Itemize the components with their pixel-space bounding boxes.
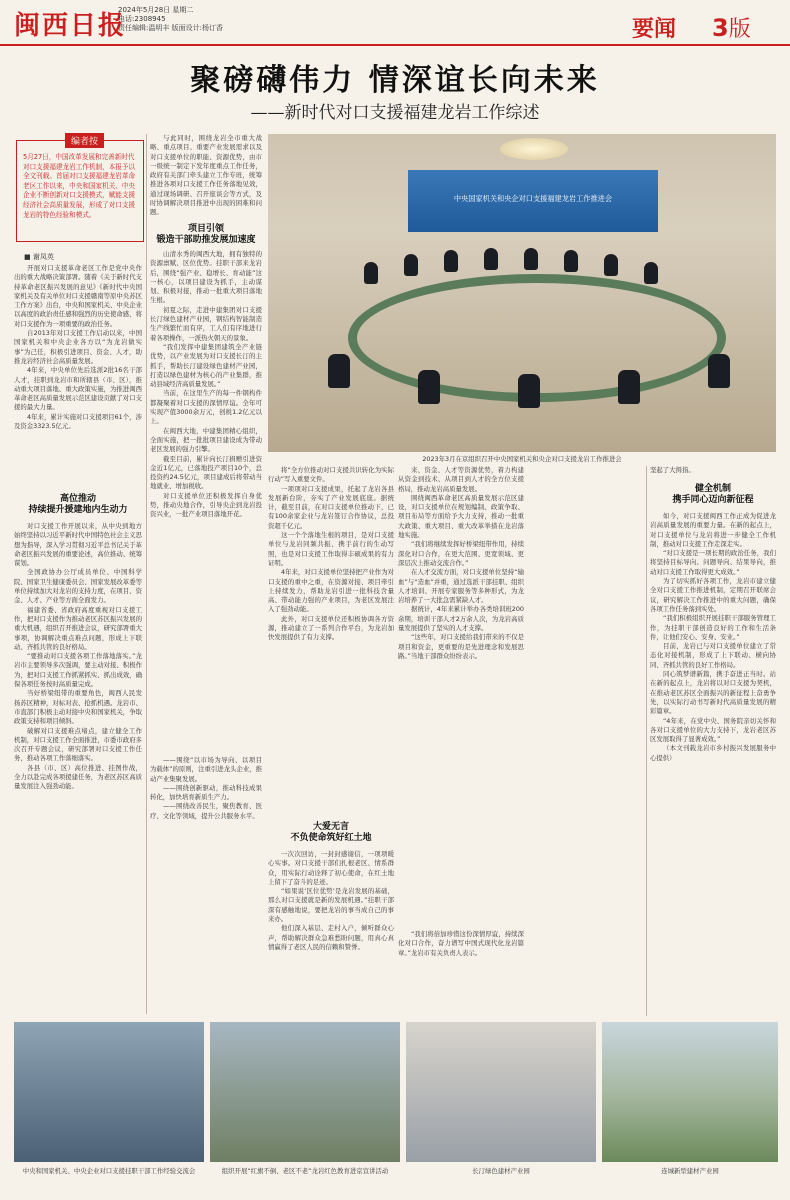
paragraph: “我们将继续发挥好桥梁纽带作用，持续深化对口合作，在更大范围、更宽领域、更深层次上推动交流合作。” xyxy=(398,540,524,567)
paragraph: 4年来，累计实施对口支援项目61个，涉及资金3323.5亿元。 xyxy=(14,412,142,431)
section-name: 要闻 xyxy=(632,17,677,42)
photo-caption: 组织开展“红旗不倒、老区不老”龙岩红色教育进京宣讲活动 xyxy=(221,1167,389,1175)
paragraph: 自2013年对口支援工作启动以来，中国国家机关和中央企业各方以“为龙岩做实事”为己任，积极引进项目、资金、人才，助推龙岩经济社会高质量发展。 xyxy=(14,329,142,365)
photo-red-education-lecture xyxy=(210,1022,400,1162)
paragraph: 4年来，对口支援单位坚持把产业作为对口支援的重中之重，在资源对接、项目牵引上持续发力，帮助龙岩引进一批科技含量高、带动能力强的产业项目，为老区发展注入了强劲动能。 xyxy=(268,568,394,614)
newspaper-logo: 闽西日报 xyxy=(14,11,127,41)
attendee-figure xyxy=(564,250,578,272)
paragraph: “我们将倍加珍惜这份深情厚谊，持续深化对口合作，奋力谱写中国式现代化龙岩篇章。”龙岩市有关负责人表示。 xyxy=(398,930,524,957)
paragraph: 他们深入基层、走村入户，倾听群众心声，帮助解决群众急难愁盼问题，用真心真情赢得了老区人民的信赖和赞誉。 xyxy=(268,924,394,951)
backdrop-banner-text: 中央国家机关和央企对口支援福建龙岩工作推进会 xyxy=(453,194,613,203)
attendee-figure xyxy=(644,262,658,284)
paragraph: 对口支援单位还积极发挥自身优势，推动央地合作，引导央企到龙岩投资兴业，一批产业项目落地开花。 xyxy=(150,491,262,519)
paragraph: （本文刊载龙岩市乡村振兴发展服务中心提供） xyxy=(650,744,776,762)
paragraph: 将“全方位推动对口支援共识转化为实际行动”写入重要文件。 xyxy=(268,466,394,484)
photo-liancheng-industrial-park xyxy=(602,1022,778,1162)
attendee-figure xyxy=(404,254,418,276)
paragraph: 当前，在这里生产的每一件钢构件都凝聚着对口支援的深情厚谊。全年可实现产值3000余万元，创税1.2亿元以上。 xyxy=(150,389,262,426)
paragraph: 在闽西大地，中建集团精心组织，全面实施，把一批批项目建设成为带动老区发展的强力引擎。 xyxy=(150,426,262,454)
paragraph: 与此同时，围绕龙岩全市重大战略、重点项目、重要产业发展需求以及对口支援单位的职能、资源优势，由市一级统一制定下发年度重点工作任务，政府有关部门牵头建立工作专班，统筹推进各项对口支援工作任务落地见效，通过现场调研、召开座谈会等方式，及时协调解决项目推进中出现的困难和问题。 xyxy=(150,134,262,217)
paragraph: 当好桥梁纽带的重要角色，闽西人民发扬苏区精神，对标对表、抢抓机遇。龙岩市、市直部门积极主动对接中央和国家机关，争取政策支持和项目倾斜。 xyxy=(14,689,142,726)
article-column-2c xyxy=(150,756,262,1014)
paragraph: “对口支援是一项长期的政治任务，我们将坚持目标导向、问题导向、结果导向，推动对口支援工作取得更大成效。” xyxy=(650,549,776,576)
article-column-1 xyxy=(14,264,142,490)
paragraph: 截至目前，累计向长汀捐赠引进资金近1亿元，已落地投产项目10个，总投资约24.5亿元，项目建成后将带动当地就业、增加税收。 xyxy=(150,454,262,491)
attendee-figure xyxy=(364,262,378,284)
paragraph: 一次次回访，一封封感谢信，一项项暖心实事。对口支援干部们扎根老区、情系群众，用实际行动诠释了初心使命，在红土地上留下了奋斗的足迹。 xyxy=(268,850,394,886)
paragraph: 此外，对口支援单位还积极协调各方资源，推动建立了一系列合作平台，为龙岩加快发展提供了有力支撑。 xyxy=(268,614,394,642)
paragraph: “如果说‘区位优势’是龙岩发展的基础，那么对口支援就是新的发展机遇。”挂职干部深有感触地说，要把龙岩的事当成自己的事来办。 xyxy=(268,887,394,924)
paragraph: “4年来，在党中央、国务院亲切关怀和各对口支援单位的大力支持下，龙岩老区苏区发展取得了显著成效。” xyxy=(650,716,776,744)
paragraph: “我们发挥中建集团建筑全产业链优势，以产业发展为对口支援长汀的主抓手，帮助长汀建设绿色建材产业园，打造以绿色建材为核心的产业集群，推动县域经济高质量发展。” xyxy=(150,342,262,389)
editors-line: 责任编辑:温明丰 版面设计:杨订香 xyxy=(118,24,223,32)
article-column-3b xyxy=(268,850,394,1016)
phone-line: 电话:2308945 xyxy=(118,15,166,23)
paragraph: 福建省委、省政府高度重视对口支援工作，把对口支援作为推动老区苏区振兴发展的重大机遇，组织召开推进会议，研究部署重大事项，协调解决重点难点问题，形成上下联动、齐抓共管的良好格局。 xyxy=(14,605,142,651)
chandelier-shape xyxy=(500,138,568,160)
paragraph: 据统计，4年来累计举办各类培训班200余期，培训干部人才2万余人次，为龙岩高质量发展提供了坚实的人才支撑。 xyxy=(398,605,524,633)
article-column-2 xyxy=(150,134,262,220)
attendee-figure xyxy=(604,254,618,276)
article-column-1b xyxy=(14,522,142,1014)
paragraph: ——围绕“以市场为导向、以项目为载体”的原则，注重引进龙头企业，推动产业集聚发展。 xyxy=(150,756,262,783)
paragraph: “我们积极组织开展挂职干部服务管理工作，为挂职干部创造良好的工作和生活条件，让他们安心、安身、安业。” xyxy=(650,614,776,641)
subhead-sound-mechanism: 健全机制 携手同心迈向新征程 xyxy=(672,484,754,505)
paragraph: 围绕闽西革命老区高质量发展示范区建设，对口支援单位在规划编制、政策争取、项目布局等方面给予大力支持，推动一批重大政策、重大项目、重大改革举措在龙岩落地实施。 xyxy=(398,493,524,540)
editor-note-text: 5月27日，中国改革发展和完善新时代对口支援福建龙岩工作机制，本报予以全文刊载。首届对口支援福建龙岩革命老区工作以来，中央和国家机关、中央企业不断创新对口支援模式，赋能支援经济社会高质量发展，形成了对口支援龙岩的特色经验和模式。 xyxy=(23,153,136,219)
byline: ■ 谢凤英 xyxy=(24,253,54,261)
attendee-figure xyxy=(708,354,730,388)
paragraph: 来、资金、人才等资源优势，着力构建从资金到技术、从项目到人才的全方位支援格局，推动龙岩高质量发展。 xyxy=(398,466,524,493)
photo-changting-industrial-park xyxy=(406,1022,596,1162)
article-column-5 xyxy=(650,466,776,480)
article-column-4b xyxy=(398,930,524,1016)
paragraph: 全国政协办公厅成员单位、中国科学院、国家卫生健康委员会、国家发展改革委等单位持续加大对龙岩的支持力度，在项目、资金、人才、产业等方面全面发力。 xyxy=(14,568,142,605)
masthead-meta xyxy=(118,6,223,33)
article-column-5b xyxy=(650,512,776,1016)
paragraph: “要推动对口支援各项工作落地落实。”龙岩市主要领导多次强调，要主动对接、积极作为，把对口支援工作抓紧抓实、抓出成效，确保各项任务按时高质量完成。 xyxy=(14,652,142,689)
attendee-figure xyxy=(328,354,350,388)
paragraph: 破解对口支援难点堵点，建立健全工作机制，对口支援工作全面推进，市委市政府多次召开专题会议，研究部署对口支援工作任务，推动各项工作落细落实。 xyxy=(14,726,142,763)
paragraph: 目前，龙岩已与对口支援单位建立了常态化对接机制，形成了上下联动、横向协同、齐抓共管的良好工作格局。 xyxy=(650,642,776,669)
paragraph: ——围绕创新驱动，推动科技成果转化，加快培育新质生产力。 xyxy=(150,783,262,802)
photo-caption: 连城新型建材产业园 xyxy=(661,1167,719,1175)
paragraph: 为了切实抓好各项工作，龙岩市建立健全对口支援工作推进机制，定期召开联席会议，研究解决工作推进中的重大问题，确保各项工作任务落到实处。 xyxy=(650,577,776,613)
editor-note-box xyxy=(16,137,144,242)
subhead-great-love: 大爱无言 不负使命筑好红土地 xyxy=(290,822,372,843)
paragraph: 如今，对口支援闽西工作正成为促进龙岩高质量发展的重要力量。在新的起点上，对口支援单位与龙岩将进一步健全工作机制，推动对口支援工作走深走实。 xyxy=(650,512,776,548)
attendee-figure xyxy=(418,370,440,404)
article-column-3 xyxy=(268,466,394,818)
main-photo-caption: 2023年3月在京组织召开中央国家机关和央企对口支援龙岩工作推进会 xyxy=(422,455,622,463)
paragraph: 在人才交流方面，对口支援单位坚持“输血”与“造血”并重，通过选派干部挂职、组织人才培训、开展专家服务等多种形式，为龙岩培养了一大批急需紧缺人才。 xyxy=(398,568,524,605)
editor-note-label: 编者按 xyxy=(65,133,104,148)
article-column-2b xyxy=(150,250,262,750)
attendee-figure xyxy=(518,374,540,408)
subhead-high-level-push: 高位推动 持续提升援建地内生动力 xyxy=(28,494,128,515)
paragraph: 开展对口支援革命老区工作是党中央作出的重大战略决策部署。随着《关于新时代支持革命老区振兴发展的意见》《新时代中央国家机关及有关单位对口支援赣南等原中央苏区工作方案》出台，中央和国家机关、中央企业以高度的政治责任感和强烈的历史使命感，将对口支援作为一项重要的政治任务。 xyxy=(14,264,142,328)
column-divider xyxy=(646,466,647,1016)
attendee-figure xyxy=(444,250,458,272)
page-headline: 聚磅礴伟力 情深谊长向未来 xyxy=(190,63,600,98)
photo-caption: 长汀绿色建材产业园 xyxy=(472,1167,530,1175)
paragraph: 4年来，中央单位先后选派2批16名干部人才，挂职到龙岩市和所辖县（市、区），推动重大项目落地、重大政策实施，为推进闽西革命老区高质量发展示范区建设贡献了对口支援的最大力量。 xyxy=(14,366,142,412)
attendee-figure xyxy=(484,248,498,270)
photo-caption: 中央和国家机关、中央企业对口支援挂职干部工作经验交流会 xyxy=(22,1167,196,1175)
paragraph: 一项项对口支援成果，托起了龙岩各县发展新台阶，夯实了产业发展底座。据统计，截至目前，在对口支援单位推动下，已有100余家企业与龙岩签订合作协议，总投资超千亿元。 xyxy=(268,484,394,530)
edition-number: 3 xyxy=(712,14,729,42)
paragraph: 山清水秀的闽西大地，拥有独特的资源禀赋、区位优势。挂职干部来龙岩后，围绕“强产业、稳增长、育动能”这一核心，以项目建设为抓手，主动谋划、积极对接，推动一批重大项目落地生根。 xyxy=(150,250,262,305)
column-divider xyxy=(146,134,147,1014)
edition-suffix: 版 xyxy=(728,17,751,42)
page-subheadline: ——新时代对口支援福建龙岩工作综述 xyxy=(250,103,540,123)
subhead-project-lead: 项目引领 锻造干部助推发展加速度 xyxy=(156,224,256,245)
paragraph: 初夏之际，走进中建集团对口支援长汀绿色建材产业园，钢结构智能制造生产线繁忙而有序，工人们有序地进行着各项操作，一派热火朝天的景象。 xyxy=(150,305,262,342)
paragraph: 对口支援工作开展以来，从中央到地方始终坚持以习近平新时代中国特色社会主义思想为指导，深入学习贯彻习近平总书记关于革命老区振兴发展的重要论述，高位推动、统筹谋划。 xyxy=(14,522,142,568)
attendee-figure xyxy=(618,370,640,404)
paragraph: “这些年，对口支援给我们带来的不仅是项目和资金，更重要的是先进理念和发展思路。”当地干部群众纷纷表示。 xyxy=(398,633,524,660)
attendee-figure xyxy=(524,248,538,270)
meeting-backdrop xyxy=(408,170,658,232)
paragraph: ——围绕改善民生，聚焦教育、医疗、文化等领域，提升公共服务水平。 xyxy=(150,802,262,820)
article-column-4 xyxy=(398,466,524,926)
paragraph: 坚起了大拇指。 xyxy=(650,466,695,474)
masthead xyxy=(0,0,790,46)
main-photo-meeting xyxy=(268,134,776,452)
edition-label xyxy=(712,12,751,43)
photo-exchange-meeting xyxy=(14,1022,204,1162)
date-line: 2024年5月28日 星期二 xyxy=(118,6,194,14)
paragraph: 各县（市、区）高位推进、挂图作战，全力以赴完成各项援建任务，为老区苏区高质量发展注入强劲动能。 xyxy=(14,763,142,791)
paragraph: 同心筑梦谱新篇，携手奋进正当时。站在新的起点上，龙岩将以对口支援为契机，在推动老区苏区全面振兴的新征程上奋勇争先，以实际行动书写新时代高质量发展的精彩篇章。 xyxy=(650,670,776,716)
paragraph: 这一个个落地生根的项目，是对口支援单位与龙岩同频共振、携手前行的生动写照，也是对口支援工作取得丰硕成果的有力证明。 xyxy=(268,531,394,567)
